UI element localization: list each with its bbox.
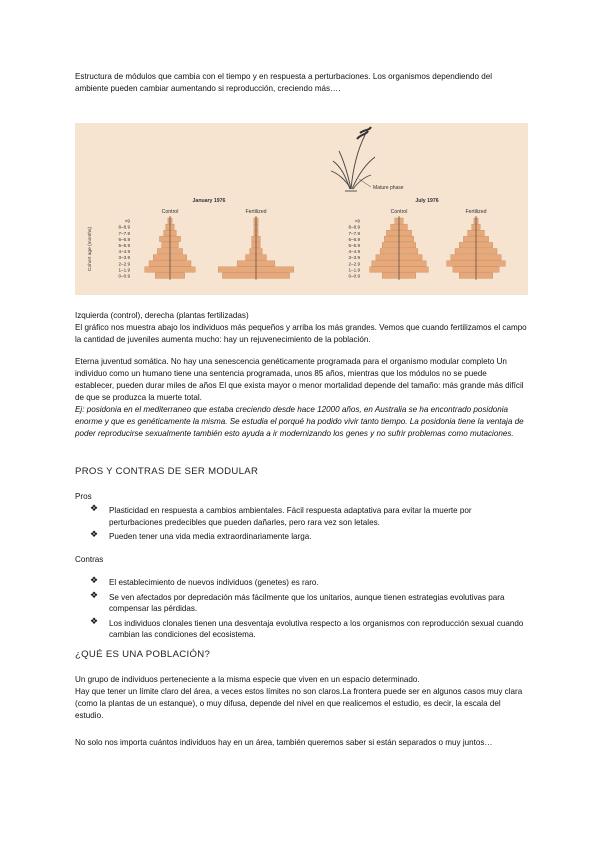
list-item: ❖ El establecimiento de nuevos individuos (genetes) es raro.	[90, 576, 319, 587]
seagrass-plant-illustration	[331, 127, 375, 191]
tick-label-jul: 4–4.9	[348, 249, 360, 255]
tick-label-jan: 5–5.9	[118, 243, 130, 248]
intro-paragraph: Estructura de módulos que cambia con el tiempo y en respuesta a perturbaciones. Los organismos dependiendo del ambiente pueden cambiar aumentando si reproducción, creciendo más….	[75, 72, 493, 93]
figure-caption: Izquierda (control), derecha (plantas fertilizadas)	[75, 311, 249, 320]
panel-label-jan-control: Control	[161, 209, 179, 215]
diamond-bullet-icon: ❖	[90, 576, 99, 586]
tick-label-jul: >9	[354, 218, 360, 224]
chart-title-july: July 1976	[415, 198, 439, 204]
tick-label-jan: 4–4.9	[118, 249, 130, 255]
tick-label-jul: 5–5.9	[348, 243, 360, 248]
list-item: ❖ Los individuos clonales tienen una desventaja evolutiva respecto a los organismos con reproducción sexual cuando cambian las condiciones del ecosistema.	[90, 616, 524, 639]
panel-label-jul-control: Control	[390, 209, 408, 215]
paragraph-population-line: Un grupo de individuos perteneciente a la misma especie que viven en un espacio determinado.	[75, 675, 420, 684]
chart-title-january: January 1976	[192, 198, 226, 204]
tick-label-jul: 7–7.9	[348, 230, 360, 236]
diamond-bullet-icon: ❖	[90, 616, 99, 627]
panel-label-jan-fertilized: Fertilized	[245, 209, 267, 215]
pros-label: Pros	[75, 492, 92, 501]
tick-label-jan: 3–3.9	[118, 255, 130, 261]
diamond-bullet-icon: ❖	[90, 504, 99, 514]
figure-canvas	[75, 123, 528, 295]
list-item: ❖ Plasticidad en respuesta a cambios ambientales. Fácil respuesta adaptativa para evitar la muerte por perturbaciones predecibles que pueden dañarles, pero rara vez son letales.	[90, 504, 472, 527]
tick-label-jul: 6–6.9	[348, 236, 360, 242]
paragraph-posidonia-example: Ej: posidonia en el mediterraneo que estaba creciendo desde hace 12000 años, en Australia se ha encontrado posidonia enorme y que es genéticamente la misma. Se estudia el porqué ha podido vivir tanto tiempo. La posidonia tiene la ventaja de poder reproducirse sexualmente también esto ayuda a ir modernizando los genes y no sufrir problemas como mutaciones.	[75, 405, 524, 438]
tick-label-jan: 7–7.9	[118, 230, 130, 236]
tick-label-jan: 6–6.9	[118, 236, 130, 242]
tick-label-jul: 8–8.9	[348, 224, 360, 230]
paragraph-graph-explanation: El gráfico nos muestra abajo los individuos más pequeños y arriba los más grandes. Vemos que cuando fertilizamos el campo la cantidad de juveniles aumenta mucho: hay un rejuvenecimiento de la población.	[75, 323, 527, 344]
paragraph-population-definition	[75, 674, 527, 722]
population-pyramid-figure	[75, 123, 528, 295]
tick-label-jul: 0–0.9	[348, 273, 360, 279]
mature-phase-annotation: Mature phase	[373, 185, 404, 191]
paragraph-spacing: No solo nos importa cuántos individuos hay en un área, también queremos saber si están separados o muy juntos…	[75, 738, 493, 747]
tick-label-jul: 1–1.9	[348, 267, 360, 273]
paragraph-population-boundaries: Hay que tener un límite claro del área, a veces estos límites no son claros.La frontera puede ser en algunos casos muy clara (como la plantas de un estanque), o muy difusa, depende del nivel en que realicemos el estudio, es decir, la escala del estudio.	[75, 687, 523, 720]
heading-pros-contras: PROS Y CONTRAS DE SER MODULAR	[75, 466, 259, 477]
panel-label-jul-fertilized: Fertilized	[465, 209, 487, 215]
diamond-bullet-icon: ❖	[90, 590, 99, 601]
tick-label-jan: 1–1.9	[118, 267, 130, 273]
tick-label-jan: 8–8.9	[118, 224, 130, 230]
y-axis-label: Cohort age (months)	[88, 227, 93, 271]
tick-label-jan: 2–2.9	[118, 261, 130, 267]
tick-label-jul: 3–3.9	[348, 255, 360, 261]
list-item: ❖ Se ven afectados por depredación más fácilmente que los unitarios, aunque tienen estrategias evolutivas para compensar las pérdidas.	[90, 590, 505, 613]
contras-list	[75, 577, 527, 644]
list-item: ❖ Pueden tener una vida media extraordinariamente larga.	[90, 530, 312, 541]
tick-label-jan: 0–0.9	[118, 273, 130, 279]
contras-label: Contras	[75, 555, 104, 564]
heading-poblacion: ¿QUÉ ES UNA POBLACIÓN?	[75, 649, 211, 660]
paragraph-somatic-youth-text: Eterna juventud somática. No hay una senescencia genéticamente programada para el organismo modular completo Un individuo como un humano tiene una sentencia programada, unos 85 años, mientras que los módulos no se puede establecer, pueden durar miles de años El que exista mayor o menor mortalidad depende del tamaño: más grande más difícil de que se produzca la muerte total.	[75, 357, 524, 402]
paragraph-somatic-youth	[75, 356, 527, 440]
pyramid-bars	[145, 216, 506, 280]
diamond-bullet-icon: ❖	[90, 530, 99, 540]
pros-list	[75, 505, 527, 546]
tick-label-jul: 2–2.9	[348, 261, 360, 267]
tick-label-jan: >9	[124, 218, 130, 224]
